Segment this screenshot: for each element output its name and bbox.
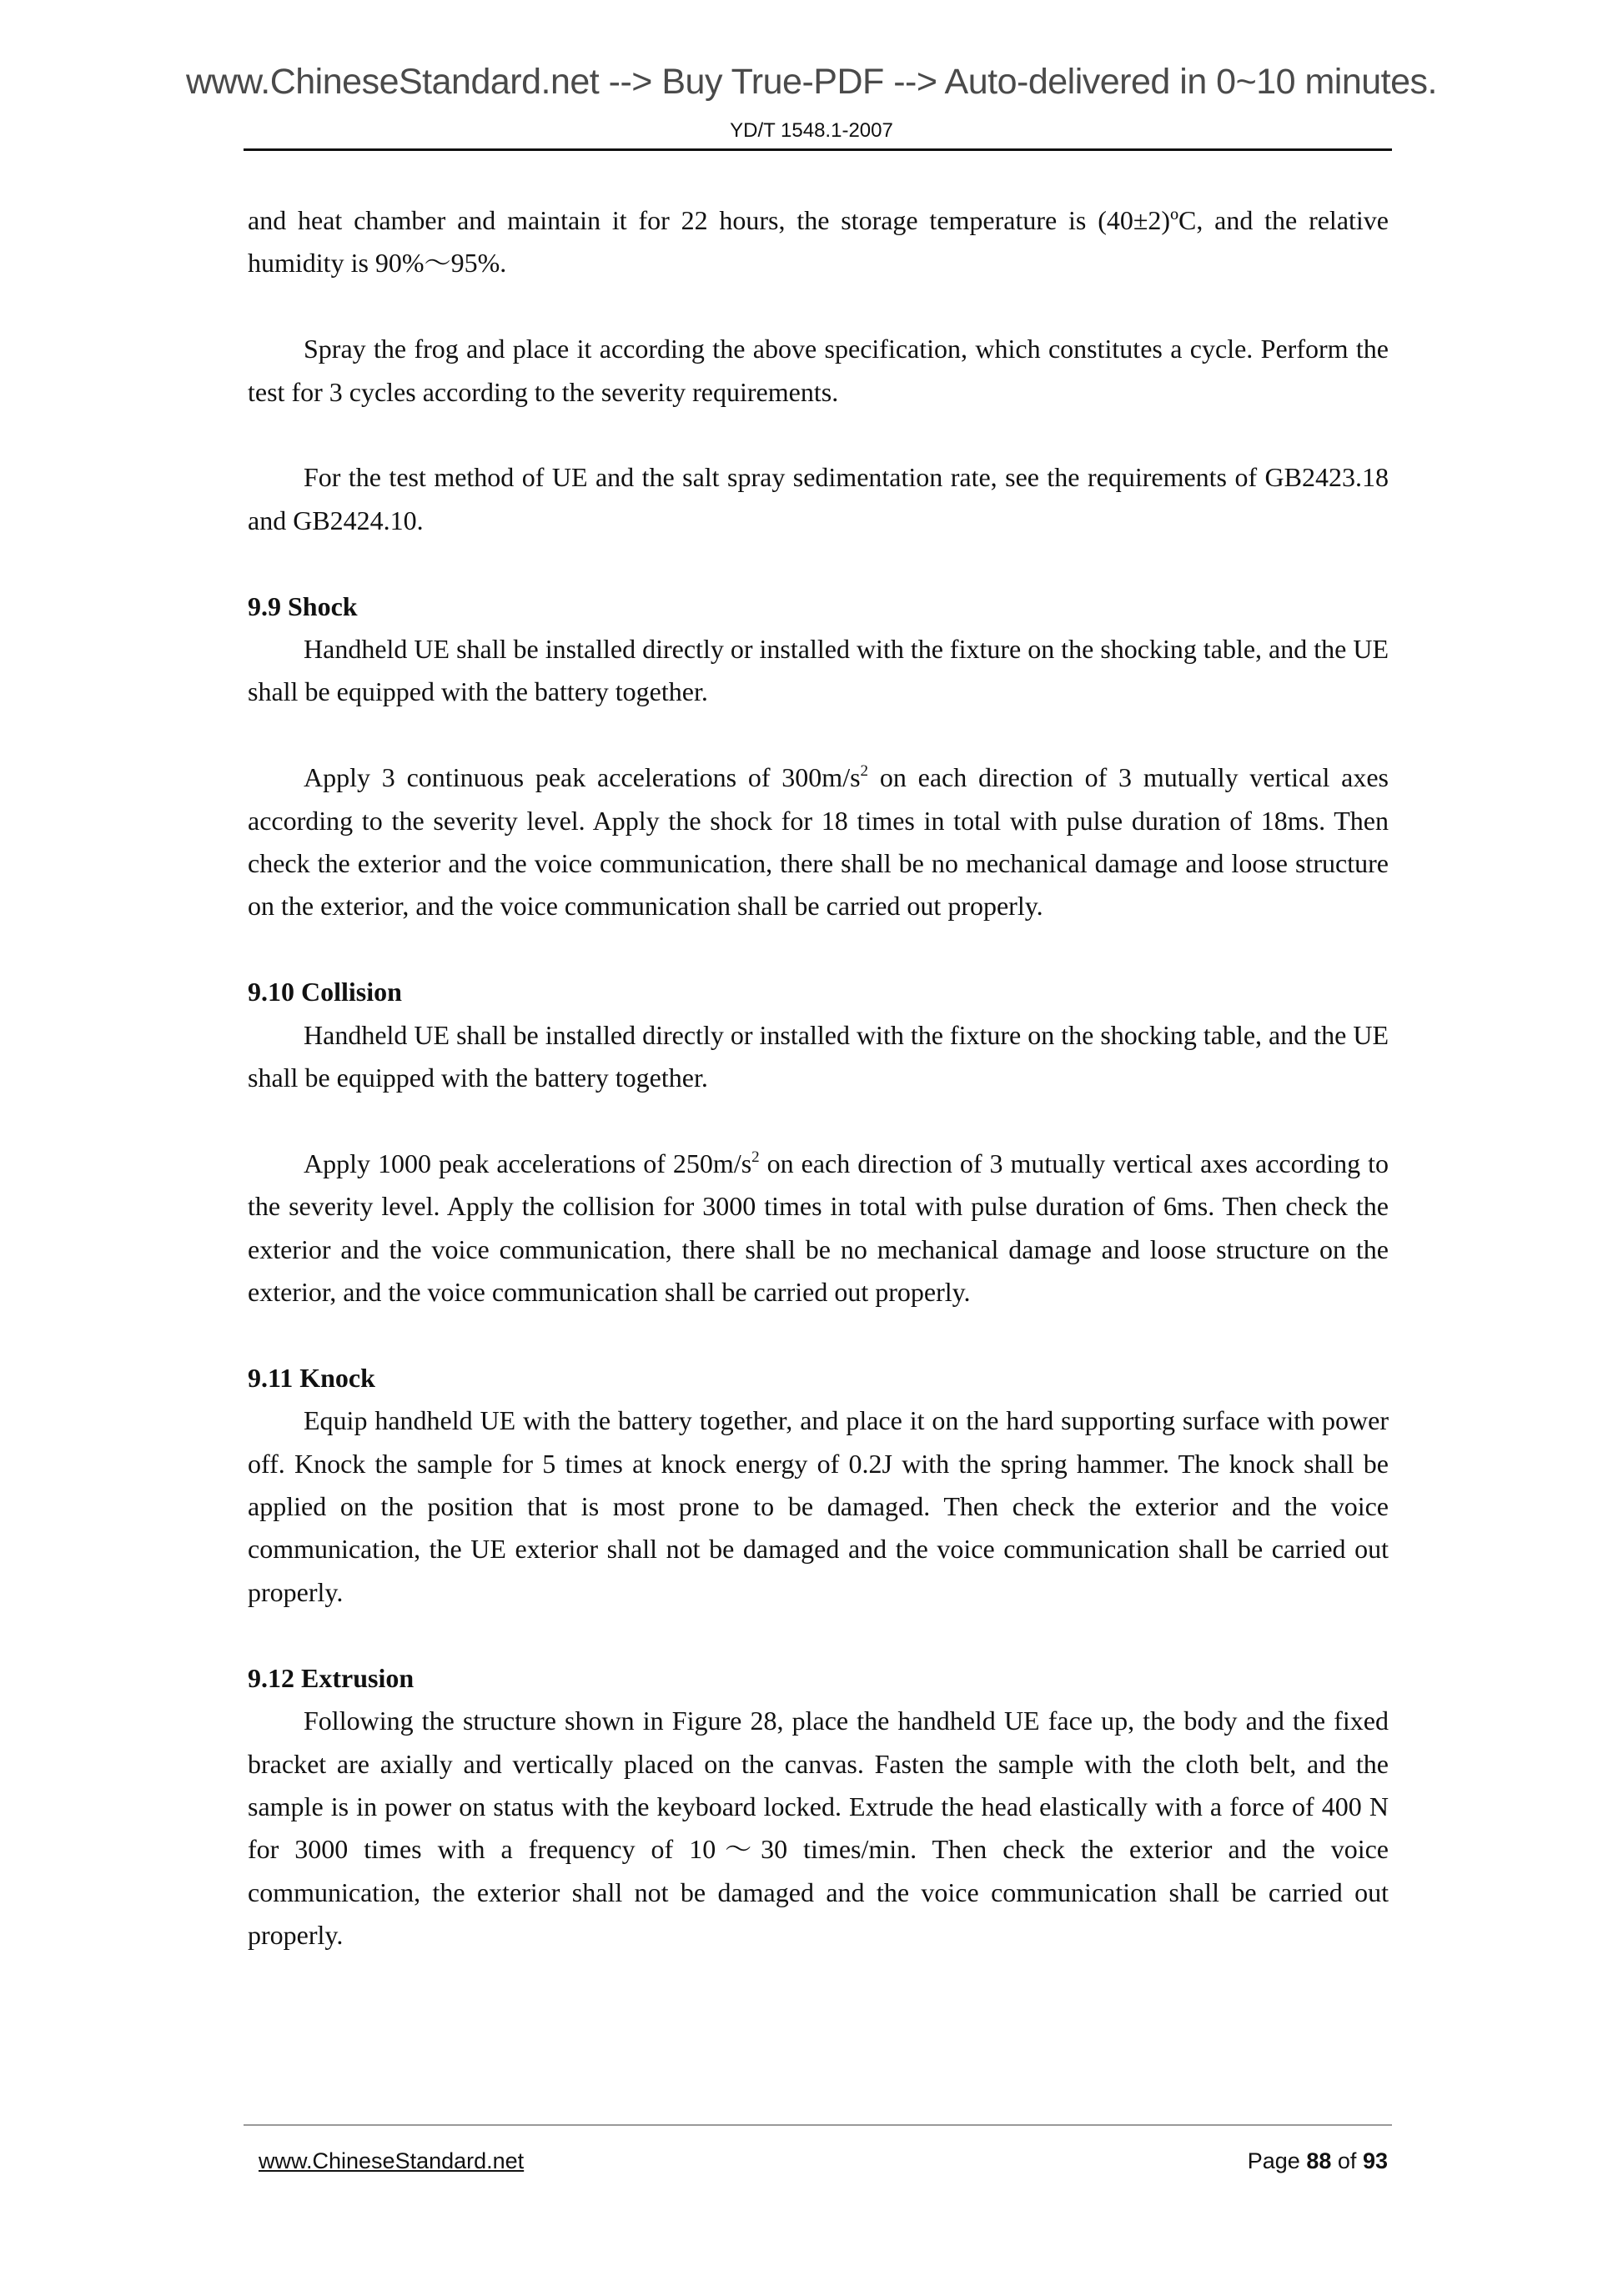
section-heading: 9.11 Knock [248,1362,375,1393]
paragraph [248,756,1389,928]
text: Apply 1000 peak accelerations of 250m/s [304,1148,752,1178]
site-banner: www.ChineseStandard.net --> Buy True-PDF --> Auto-delivered in 0~10 minutes. [185,62,1437,102]
paragraph: Equip handheld UE with the battery together, and place it on the hard supporting surface with power off. Knock the sample for 5 times at knock energy of 0.2J with the spring hammer. The knock shall be applied on the position that is most prone to be damaged. Then check the exterior and the voice communication, the UE exterior shall not be damaged and the voice communication shall be carried out properly. [248,1405,1389,1607]
of-label: of [1337,2148,1357,2173]
text: on each direction of 3 mutually vertical axes according to the severity level. Apply the collision for 3000 times in total with pulse duration of 6ms. Then check the exterior and the voice communication, there shall be no mechanical damage and loose structure on the exterior, and the voice communication shall be carried out properly. [248,1148,1389,1308]
page-number [1248,2148,1388,2174]
paragraph: Following the structure shown in Figure 28, place the handheld UE face up, the body and the fixed bracket are axially and vertically placed on the canvas. Fasten the sample with the cloth belt, and the sample is in power on status with the keyboard locked. Extrude the head elastically with a force of 400 N for 3000 times with a frequency of 10～30 times/min. Then check the exterior and the voice communication, the exterior shall not be damaged and the voice communication shall be carried out properly. [248,1706,1389,1951]
current-page: 88 [1306,2148,1332,2173]
text: on each direction of 3 mutually vertical axes according to the severity level. Apply the shock for 18 times in total with pulse duration of 18ms. Then check the exterior and the voice communication, there shall be no mechanical damage and loose structure on the exterior, and the voice communication shall be carried out properly. [248,762,1389,922]
paragraph [248,1143,1389,1314]
document-body [248,199,1389,2000]
paragraph: and heat chamber and maintain it for 22 hours, the storage temperature is (40±2)ºC, and the relative humidity is 90%～95%. [248,205,1389,279]
section-heading: 9.12 Extrusion [248,1662,415,1693]
section-heading: 9.9 Shock [248,590,358,621]
paragraph: Spray the frog and place it according the above specification, which constitutes a cycle. Perform the test for 3 cycles according to the severity requirements. [248,334,1389,407]
paragraph: Handheld UE shall be installed directly or installed with the fixture on the shocking table, and the UE shall be equipped with the battery together. [248,1019,1389,1093]
total-pages: 93 [1362,2148,1388,2173]
header-rule [244,148,1392,151]
section-heading: 9.10 Collision [248,977,402,1007]
footer-rule [244,2124,1392,2126]
superscript: 2 [751,1148,760,1166]
page-label: Page [1247,2148,1300,2173]
footer-site-link[interactable]: www.ChineseStandard.net [259,2148,525,2173]
text: Apply 3 continuous peak accelerations of 300m/s [304,762,861,793]
document-id: YD/T 1548.1-2007 [730,119,893,142]
superscript: 2 [860,762,869,781]
paragraph: For the test method of UE and the salt spray sedimentation rate, see the requirements of GB2423.18 and GB2424.10. [248,462,1389,535]
paragraph: Handheld UE shall be installed directly or installed with the fixture on the shocking table, and the UE shall be equipped with the battery together. [248,634,1389,707]
